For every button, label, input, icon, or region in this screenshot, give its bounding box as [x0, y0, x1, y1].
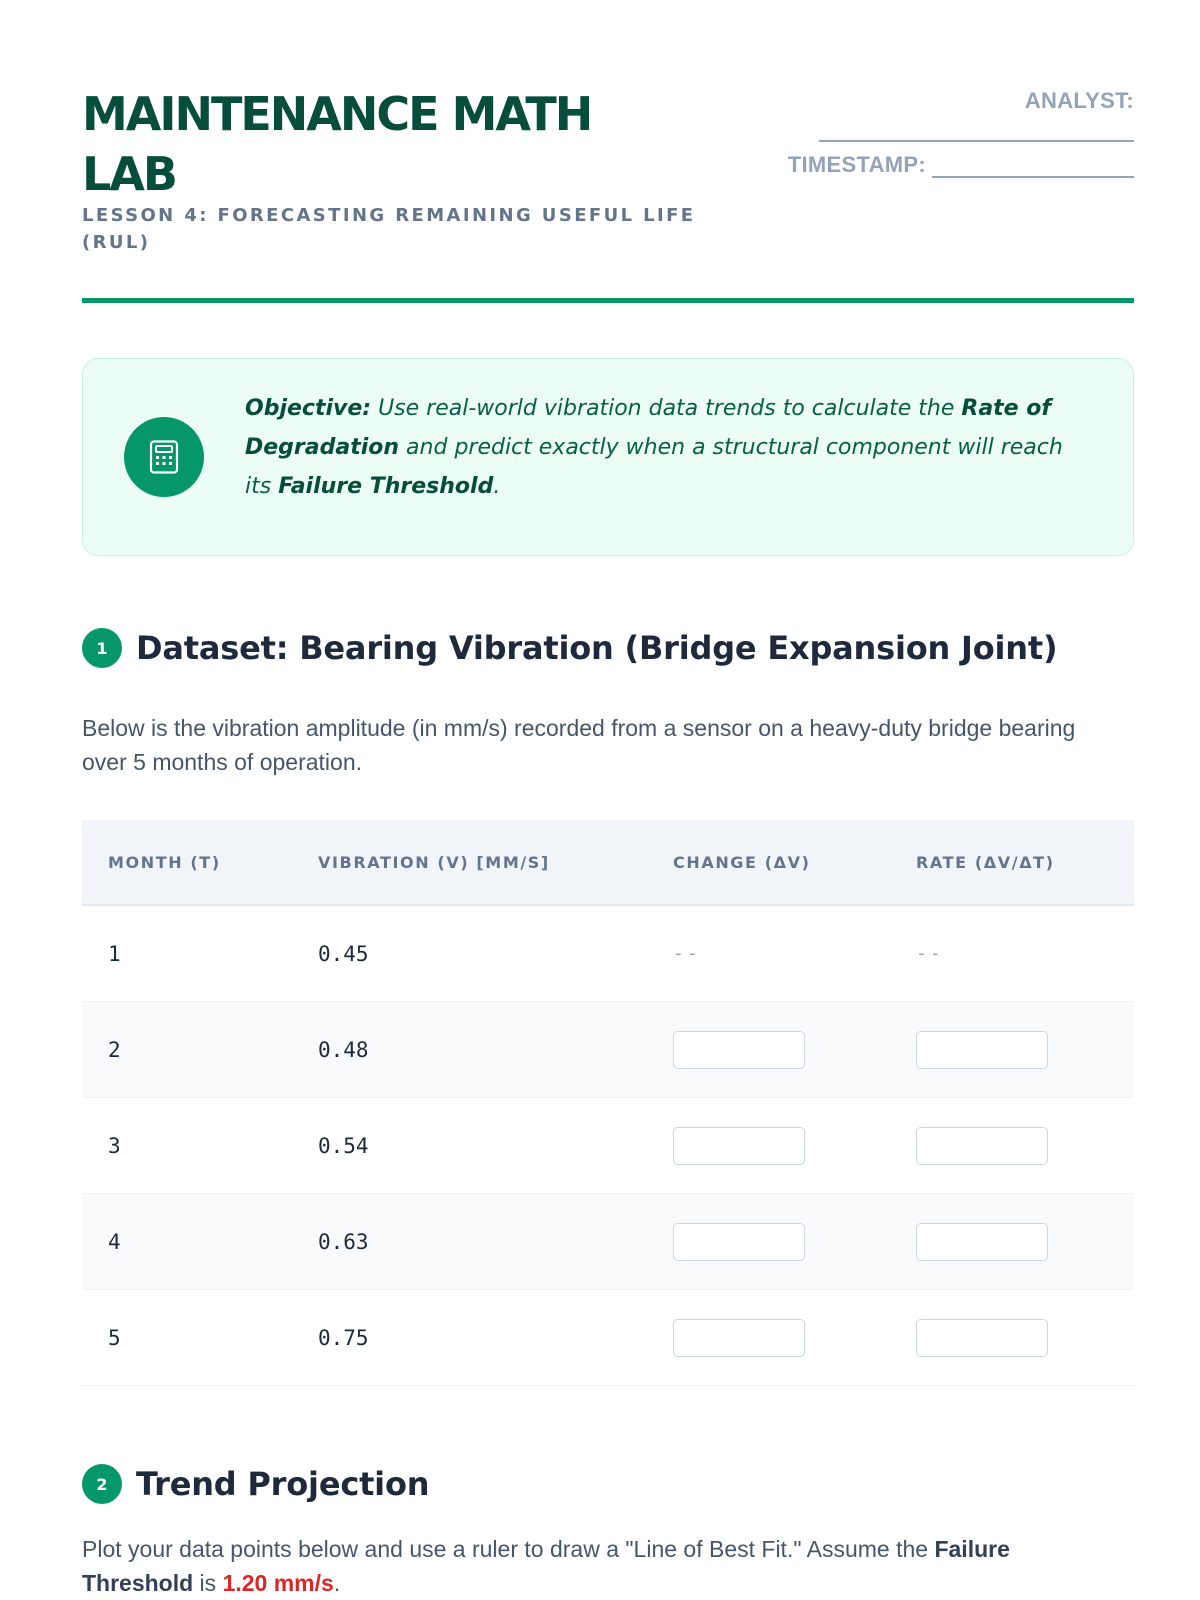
vibration-cell: 0.45 — [318, 941, 369, 966]
trend-text-3: . — [333, 1570, 341, 1596]
change-cell: -- — [673, 943, 701, 964]
rate-answer-box[interactable] — [916, 1127, 1048, 1165]
objective-text-1: Use real-world vibration data trends to calculate the — [371, 396, 962, 421]
vibration-cell: 0.48 — [318, 1037, 369, 1062]
table-row — [82, 1002, 1134, 1098]
table-row — [82, 1194, 1134, 1290]
change-answer-box[interactable] — [673, 1031, 805, 1069]
change-answer-box[interactable] — [673, 1127, 805, 1165]
page-title: MAINTENANCE MATH LAB — [82, 87, 592, 201]
trend-bold-threshold: Failure Threshold — [82, 1536, 1010, 1596]
month-cell: 3 — [108, 1133, 121, 1158]
trend-text-2: is — [193, 1570, 223, 1596]
trend-instructions — [82, 1532, 1122, 1600]
timestamp-blank-line[interactable] — [932, 156, 1134, 178]
calculator-icon-svg — [149, 440, 179, 474]
trend-text-1: Plot your data points below and use a ruler to draw a "Line of Best Fit." Assume the — [82, 1536, 935, 1562]
section-number-badge: 2 — [82, 1464, 122, 1504]
rate-cell: -- — [916, 943, 944, 964]
rate-answer-box[interactable] — [916, 1031, 1048, 1069]
analyst-meta — [754, 84, 1134, 178]
analyst-row — [754, 84, 1134, 114]
worksheet-header — [82, 84, 1134, 304]
change-answer-box[interactable] — [673, 1223, 805, 1261]
section-title: Trend Projection — [136, 1465, 430, 1503]
table-row — [82, 1098, 1134, 1194]
section-2-heading — [82, 1464, 429, 1504]
vibration-cell: 0.63 — [318, 1229, 369, 1254]
month-cell: 1 — [108, 941, 121, 966]
threshold-value: 1.20 mm/s — [222, 1570, 334, 1596]
objective-text — [245, 389, 1085, 506]
header-divider — [82, 298, 1134, 303]
objective-callout — [82, 358, 1134, 556]
table-row — [82, 1290, 1134, 1386]
month-cell: 5 — [108, 1325, 121, 1350]
vibration-cell: 0.75 — [318, 1325, 369, 1350]
analyst-label: ANALYST: — [1024, 88, 1134, 113]
rate-answer-box[interactable] — [916, 1223, 1048, 1261]
rate-answer-box[interactable] — [916, 1319, 1048, 1357]
objective-text-3: . — [493, 474, 501, 499]
table-header-row — [82, 820, 1134, 906]
column-header-rate: RATE (ΔV/ΔT) — [916, 852, 1055, 872]
lesson-subtitle: LESSON 4: FORECASTING REMAINING USEFUL LIFE (RUL) — [82, 205, 696, 253]
timestamp-row — [754, 152, 1134, 178]
table-row — [82, 906, 1134, 1002]
objective-bold-rate: Rate of Degradation — [245, 396, 1051, 460]
timestamp-label: TIMESTAMP: — [787, 152, 926, 177]
month-cell: 4 — [108, 1229, 121, 1254]
column-header-vibration: VIBRATION (V) [MM/S] — [318, 852, 550, 872]
objective-lead: Objective: — [245, 396, 372, 421]
analyst-blank-line[interactable] — [819, 140, 1134, 142]
dataset-description: Below is the vibration amplitude (in mm/s) recorded from a sensor on a heavy-duty bridge bearing over 5 months of operation. — [82, 715, 1076, 775]
section-number-badge: 1 — [82, 628, 122, 668]
objective-bold-threshold: Failure Threshold — [278, 474, 494, 499]
vibration-cell: 0.54 — [318, 1133, 369, 1158]
objective-text-2: and predict exactly when a structural component will reach its — [245, 435, 1063, 499]
section-title: Dataset: Bearing Vibration (Bridge Expansion Joint) — [136, 629, 1058, 667]
change-answer-box[interactable] — [673, 1319, 805, 1357]
section-1-heading — [82, 628, 1057, 668]
column-header-month: MONTH (T) — [108, 852, 221, 872]
calculator-icon — [124, 417, 204, 497]
vibration-data-table — [82, 820, 1134, 1386]
column-header-change: CHANGE (ΔV) — [673, 852, 811, 872]
month-cell: 2 — [108, 1037, 121, 1062]
